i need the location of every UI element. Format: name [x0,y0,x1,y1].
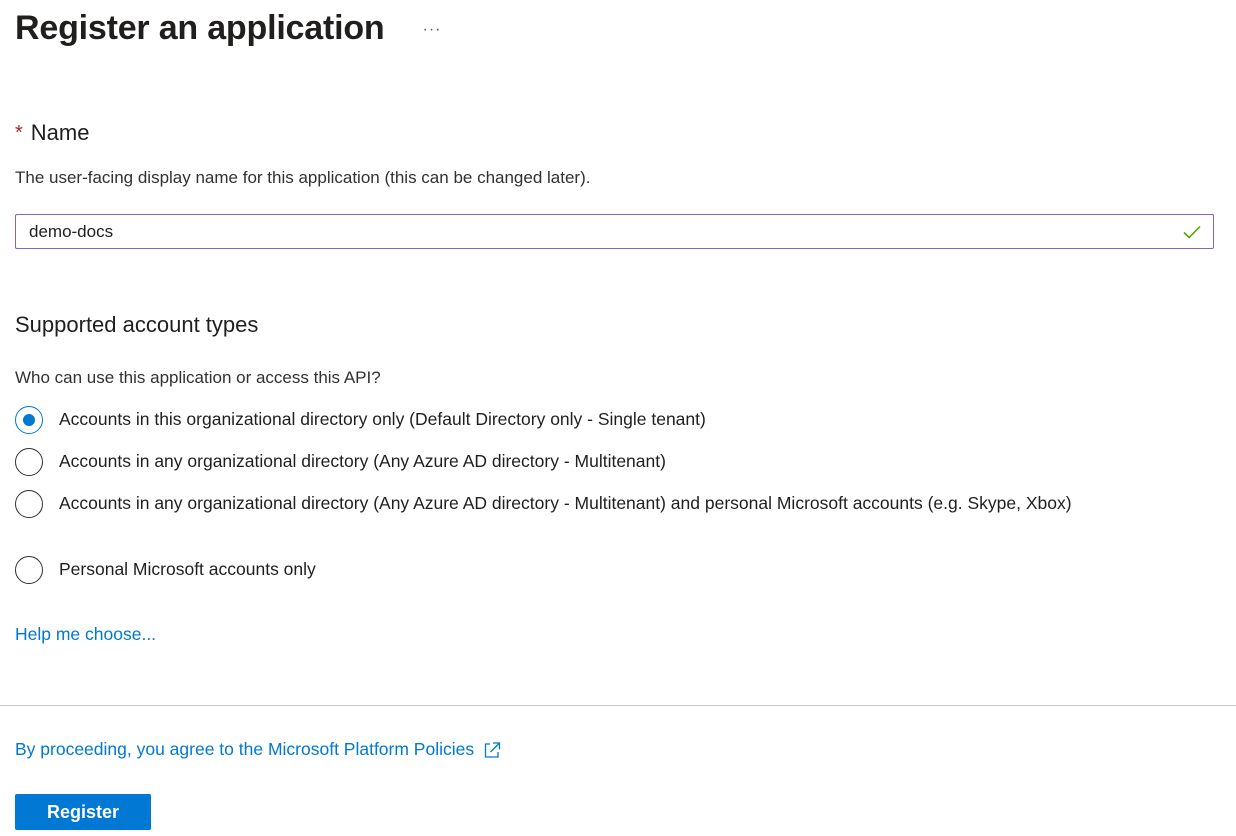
page-title-row [15,6,441,50]
radio-label: Accounts in any organizational directory (Any Azure AD directory - Multitenant) [59,451,666,471]
radio-button-selected[interactable] [15,406,43,434]
required-indicator: * [15,121,23,144]
page-title: Register an application [15,8,385,47]
radio-button[interactable] [15,490,43,518]
radio-label: Accounts in any organizational directory (Any Azure AD directory - Multitenant) and personal Microsoft accounts (e.g. Skype, Xbox) [59,493,1072,513]
name-heading-label: Name [30,120,90,145]
external-link-icon[interactable] [482,740,502,760]
name-input[interactable] [16,215,1181,248]
platform-policies-text[interactable]: By proceeding, you agree to the Microsoft Platform Policies [15,739,475,759]
platform-policies-link[interactable] [15,739,502,760]
account-types-heading: Supported account types [15,312,259,337]
account-types-question: Who can use this application or access this API? [15,368,381,387]
radio-option-multitenant[interactable] [15,452,1189,476]
register-button[interactable]: Register [15,794,151,830]
radio-dot [23,414,35,426]
name-heading [15,120,1214,146]
radio-button[interactable] [15,448,43,476]
footer-divider [0,705,1236,706]
name-description: The user-facing display name for this application (this can be changed later). [15,168,591,187]
radio-button[interactable] [15,556,43,584]
radio-label: Accounts in this organizational directory only (Default Directory only - Single tenant) [59,409,706,429]
radio-option-single-tenant[interactable] [15,410,1189,434]
checkmark-icon [1181,221,1203,243]
radio-option-multitenant-personal[interactable] [15,494,1189,518]
radio-label: Personal Microsoft accounts only [59,559,316,579]
help-me-choose-link[interactable]: Help me choose... [15,624,157,644]
name-input-container [15,214,1214,249]
more-options-button[interactable]: ··· [422,21,442,38]
radio-option-personal-only[interactable] [15,560,1189,584]
